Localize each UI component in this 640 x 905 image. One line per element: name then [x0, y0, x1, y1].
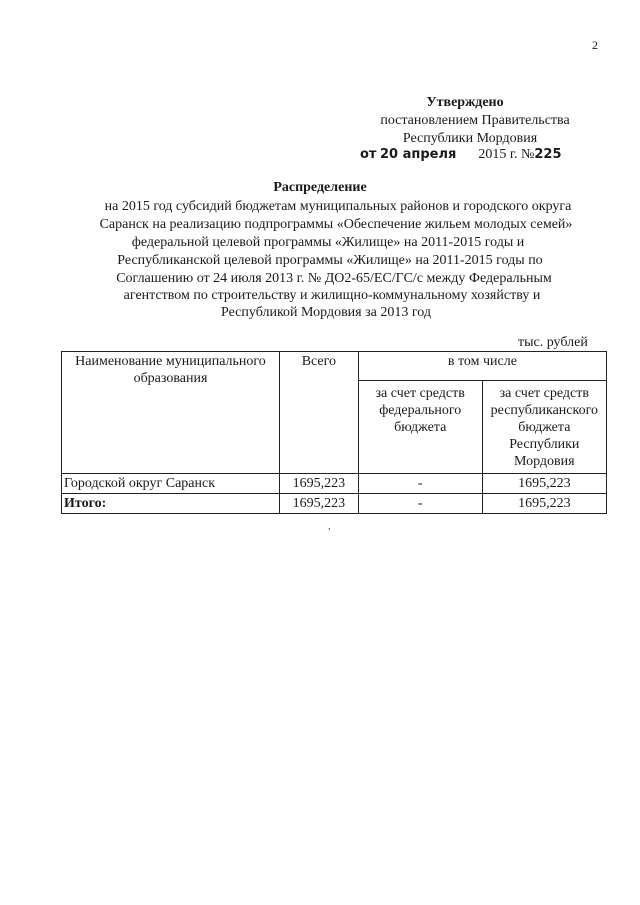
table-row: [62, 474, 607, 494]
row-federal: -: [358, 474, 482, 494]
scan-speck: ,: [328, 520, 331, 532]
body-line-7: Республикой Мордовия за 2013 год: [221, 305, 431, 320]
approval-title: Утверждено: [426, 95, 504, 110]
approval-date-line: [360, 146, 600, 164]
body-line-2: Саранск на реализацию подпрограммы «Обеспечение жильем молодых семей»: [99, 217, 573, 232]
header-name: Наименование муниципального образования: [62, 352, 280, 474]
table-total-row: [62, 494, 607, 514]
approval-from-prefix: от: [360, 147, 377, 162]
approval-line-1: постановлением Правительства: [380, 113, 570, 128]
total-federal: -: [358, 494, 482, 514]
header-including: в том числе: [358, 352, 606, 381]
total-total: 1695,223: [279, 494, 358, 514]
handwritten-date: 20 апреля: [379, 147, 457, 162]
header-total: Всего: [279, 352, 358, 474]
document-title: Распределение: [273, 180, 367, 195]
handwritten-number: 225: [534, 147, 562, 162]
total-republic: 1695,223: [482, 494, 606, 514]
row-republic: 1695,223: [482, 474, 606, 494]
body-line-4: Республиканской целевой программы «Жилище» на 2011-2015 годы по: [117, 253, 543, 268]
total-label: Итого:: [62, 494, 280, 514]
body-line-5: Соглашению от 24 июля 2013 г. № ДО2-65/ЕС/ГС/с между Федеральным: [116, 271, 552, 286]
row-name: Городской округ Саранск: [62, 474, 280, 494]
approval-line-2: Республики Мордовия: [402, 131, 538, 146]
header-federal: за счет средств федерального бюджета: [358, 381, 482, 474]
subsidy-table: [61, 351, 607, 514]
units-label: тыс. рублей: [518, 335, 588, 350]
page-number: 2: [592, 38, 598, 52]
body-line-6: агентством по строительству и жилищно-коммунальному хозяйству и: [123, 288, 541, 303]
body-line-3: федеральной целевой программы «Жилище» на 2011-2015 годы и: [131, 235, 525, 250]
body-line-1: на 2015 год субсидий бюджетам муниципальных районов и городского округа: [104, 199, 572, 214]
approval-year: 2015 г. №: [478, 147, 535, 162]
row-total: 1695,223: [279, 474, 358, 494]
header-republic: за счет средств республиканского бюджета Республики Мордовия: [482, 381, 606, 474]
